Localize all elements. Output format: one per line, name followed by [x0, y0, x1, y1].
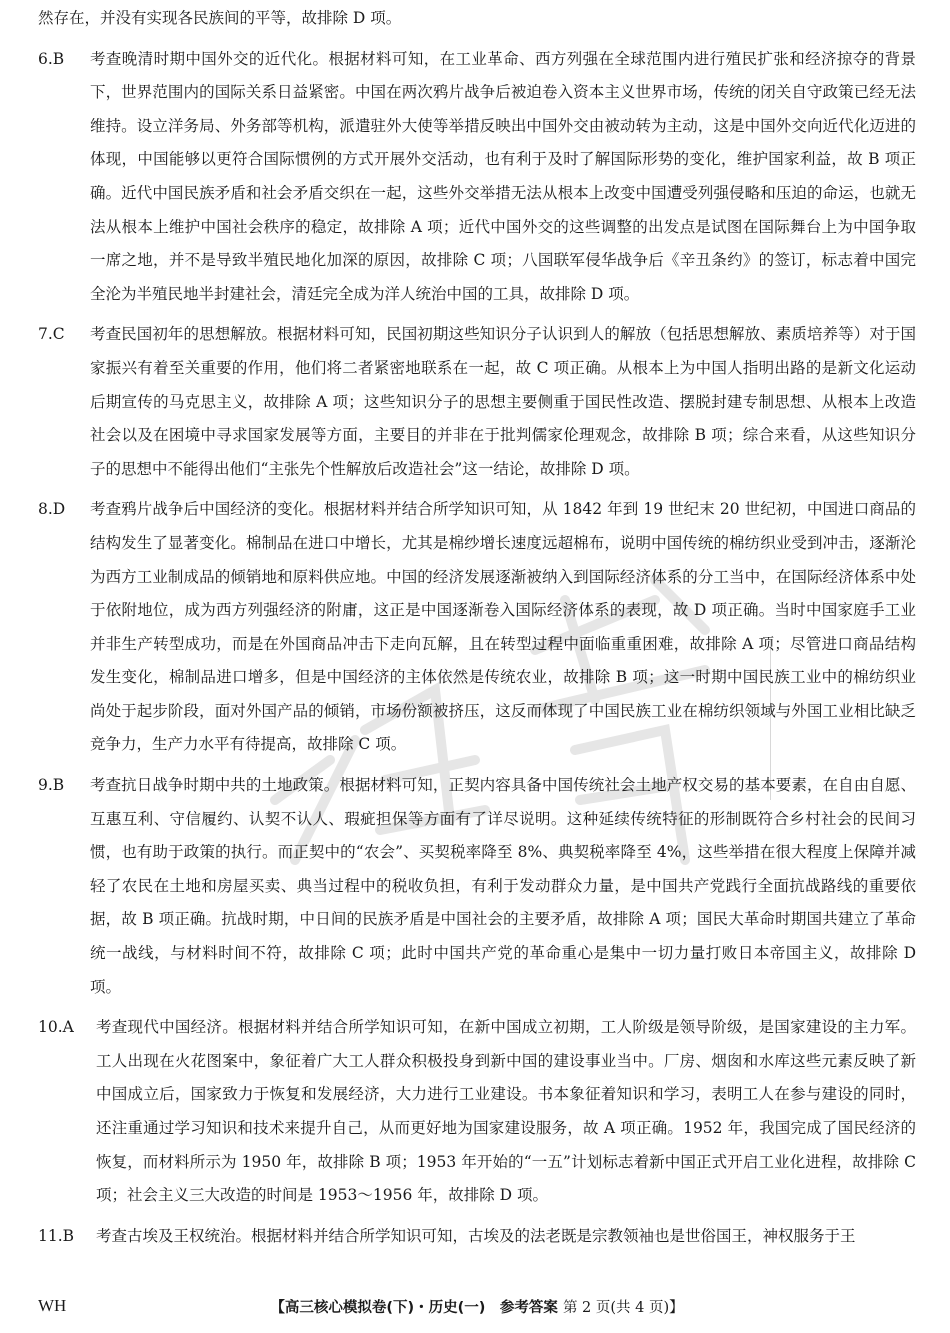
answer-item-10 — [38, 1011, 916, 1213]
answer-item-9 — [38, 769, 916, 1004]
answer-item-11 — [38, 1220, 916, 1254]
answer-explanation: 考查民国初年的思想解放。根据材料可知，民国初期这些知识分子认识到人的解放（包括思想解放、素质培养等）对于国家振兴有着至关重要的作用，他们将二者紧密地联系在一起，故 C 项正确。从根本上为中国人指明出路的是新文化运动后期宣传的马克思主义，故排除 A 项；这些知识分子的思想主要侧重于国民性改造、摆脱封建专制思想、从根本上改造社会以及在困境中寻求国家发展等方面，主要目的并非在于批判儒家伦理观念，故排除 B 项；综合来看，从这些知识分子的思想中不能得出他们“主张先个性解放后改造社会”这一结论，故排除 D 项。 — [90, 325, 916, 478]
answer-number: 10.A — [38, 1018, 74, 1037]
answer-number: 8.D — [38, 500, 66, 519]
footer-code: WH — [38, 1296, 67, 1315]
continuation-text: 然存在，并没有实现各民族间的平等，故排除 D 项。 — [38, 9, 402, 27]
answer-item-7 — [38, 318, 916, 486]
answer-item-8 — [38, 493, 916, 762]
page-footer — [38, 1296, 916, 1320]
footer-exam-title: 【高三核心模拟卷(下)・历史(一) 参考答案 — [270, 1300, 558, 1316]
answer-explanation: 考查晚清时期中国外交的近代化。根据材料可知，在工业革命、西方列强在全球范围内进行殖民扩张和经济掠夺的背景下，世界范围内的国际关系日益紧密。中国在两次鸦片战争后被迫卷入资本主义世界市场，传统的闭关自守政策已经无法维持。设立洋务局、外务部等机构，派遣驻外大使等举措反映出中国外交由被动转为主动，这是中国外交向近代化迈进的体现，中国能够以更符合国际惯例的方式开展外交活动，也有利于及时了解国际形势的变化，维护国家利益，故 B 项正确。近代中国民族矛盾和社会矛盾交织在一起，这些外交举措无法从根本上改变中国遭受列强侵略和压迫的命运，也就无法从根本上维护中国社会秩序的稳定，故排除 A 项；近代中国外交的这些调整的出发点是试图在国际舞台上为中国争取一席之地，并不是导致半殖民地化加深的原因，故排除 C 项；八国联军侵华战争后《辛丑条约》的签订，标志着中国完全沦为半殖民地半封建社会，清廷完全成为洋人统治中国的工具，故排除 D 项。 — [90, 49, 916, 303]
answer-content — [38, 2, 916, 1260]
answer-explanation: 考查抗日战争时期中共的土地政策。根据材料可知，正契内容具备中国传统社会土地产权交易的基本要素，在自由自愿、互惠互利、守信履约、认契不认人、瑕疵担保等方面有了详尽说明。这种延续传统特征的形制既符合乡村社会的民间习惯，也有助于政策的执行。而正契中的“农会”、买契税率降至 8%、典契税率降至 4%，这些举措在很大程度上保障并减轻了农民在土地和房屋买卖、典当过程中的税收负担，有利于发动群众力量，是中国共产党践行全面抗战路线的重要依据，故 B 项正确。抗战时期，中日间的民族矛盾是中国社会的主要矛盾，故排除 A 项；国民大革命时期国共建立了革命统一战线，与材料时间不符，故排除 C 项；此时中国共产党的革命重心是集中一切力量打败日本帝国主义，故排除 D 项。 — [90, 776, 916, 996]
answer-explanation: 考查鸦片战争后中国经济的变化。根据材料并结合所学知识可知，从 1842 年到 19 世纪末 20 世纪初，中国进口商品的结构发生了显著变化。棉制品在进口中增长，尤其是棉纱增长速度远超棉布，说明中国传统的棉纺织业受到冲击，逐渐沦为西方工业制成品的倾销地和原料供应地。中国的经济发展逐渐被纳入到国际经济体系的分工当中，在国际经济体系中处于依附地位，成为西方列强经济的附庸，这正是中国逐渐卷入国际经济体系的表现，故 D 项正确。当时中国家庭手工业并非生产转型成功，而是在外国商品冲击下走向瓦解，且在转型过程中面临重重困难，故排除 A 项；尽管进口商品结构发生变化，棉制品进口增多，但是中国经济的主体依然是传统农业，故排除 B 项；这一时期中国民族工业中的棉纺织业尚处于起步阶段，面对外国产品的倾销，市场份额被挤压，这反而体现了中国民族工业在棉纺织领域与外国工业相比缺乏竞争力，生产力水平有待提高，故排除 C 项。 — [90, 500, 916, 754]
footer-title — [38, 1296, 916, 1317]
answer-number: 11.B — [38, 1226, 75, 1245]
answer-explanation: 考查古埃及王权统治。根据材料并结合所学知识可知，古埃及的法老既是宗教领袖也是世俗国王，神权服务于王 — [96, 1226, 856, 1245]
answer-number: 6.B — [38, 49, 65, 68]
answer-item-6 — [38, 43, 916, 312]
footer-page-number: 第 2 页(共 4 页)】 — [562, 1300, 684, 1316]
answer-explanation: 考查现代中国经济。根据材料并结合所学知识可知，在新中国成立初期，工人阶级是领导阶级，是国家建设的主力军。工人出现在火花图案中，象征着广大工人群众积极投身到新中国的建设事业当中。厂房、烟囱和水库这些元素反映了新中国成立后，国家致力于恢复和发展经济，大力进行工业建设。书本象征着知识和学习，表明工人在参与建设的同时，还注重通过学习知识和技术来提升自己，从而更好地为国家建设服务，故 A 项正确。1952 年，我国完成了国民经济的恢复，而材料所示为 1950 年，故排除 B 项；1953 年开始的“一五”计划标志着新中国正式开启工业化进程，故排除 C 项；社会主义三大改造的时间是 1953～1956 年，故排除 D 项。 — [96, 1018, 916, 1205]
answer-number: 7.C — [38, 325, 65, 344]
answer-number: 9.B — [38, 776, 65, 795]
